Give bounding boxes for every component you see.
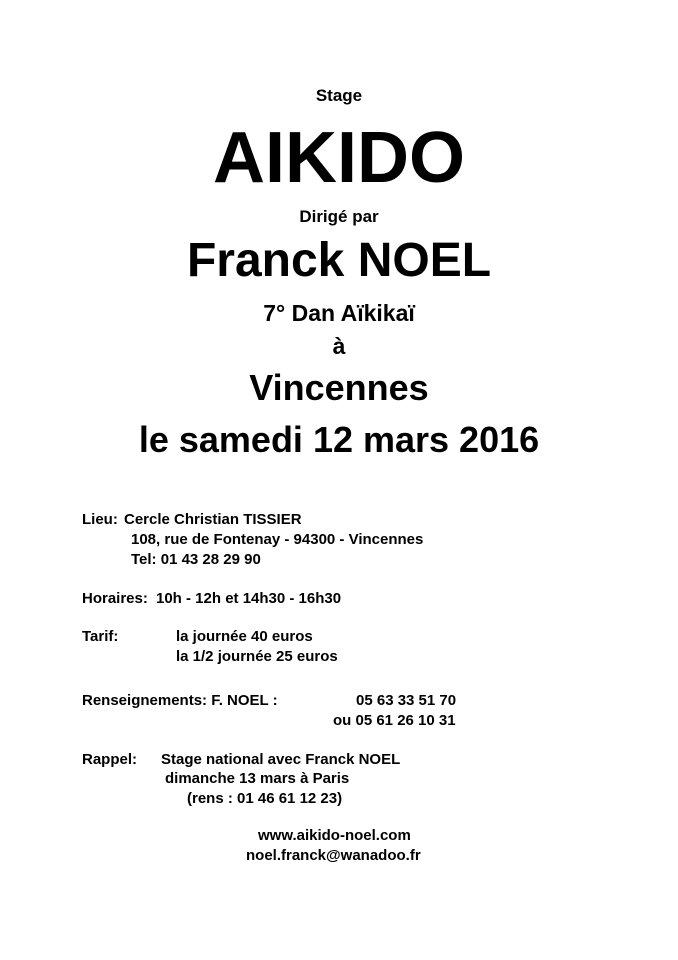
stage-label: Stage bbox=[315, 86, 363, 105]
lieu-tel: Tel: 01 43 28 29 90 bbox=[131, 551, 261, 568]
instructor-rank: 7° Dan Aïkikaï bbox=[263, 300, 415, 326]
renseignements-label: Renseignements: F. NOEL : bbox=[82, 692, 278, 709]
horaires-value: 10h - 12h et 14h30 - 16h30 bbox=[156, 590, 342, 607]
event-city: Vincennes bbox=[249, 367, 429, 408]
tarif-label: Tarif: bbox=[82, 628, 119, 645]
tarif-half-day: la 1/2 journée 25 euros bbox=[176, 648, 338, 665]
event-title: AIKIDO bbox=[213, 118, 465, 198]
phone-2: ou 05 61 26 10 31 bbox=[333, 712, 456, 729]
horaires-label: Horaires: bbox=[82, 590, 148, 607]
lieu-address: 108, rue de Fontenay - 94300 - Vincennes bbox=[131, 531, 424, 548]
rappel-line-3: (rens : 01 46 61 12 23) bbox=[187, 790, 343, 807]
event-date: le samedi 12 mars 2016 bbox=[138, 419, 540, 460]
location-preposition: à bbox=[332, 333, 346, 359]
website-link[interactable]: www.aikido-noel.com bbox=[258, 827, 411, 844]
rappel-line-2: dimanche 13 mars à Paris bbox=[165, 770, 350, 787]
lieu-label: Lieu: bbox=[82, 511, 118, 528]
email-link[interactable]: noel.franck@wanadoo.fr bbox=[246, 847, 421, 864]
phone-1: 05 63 33 51 70 bbox=[356, 692, 457, 709]
directed-by-label: Dirigé par bbox=[299, 207, 379, 226]
lieu-name: Cercle Christian TISSIER bbox=[124, 511, 302, 528]
tarif-day: la journée 40 euros bbox=[176, 628, 313, 645]
rappel-label: Rappel: bbox=[82, 751, 138, 768]
instructor-name: Franck NOEL bbox=[186, 234, 492, 287]
rappel-line-1: Stage national avec Franck NOEL bbox=[161, 751, 401, 768]
